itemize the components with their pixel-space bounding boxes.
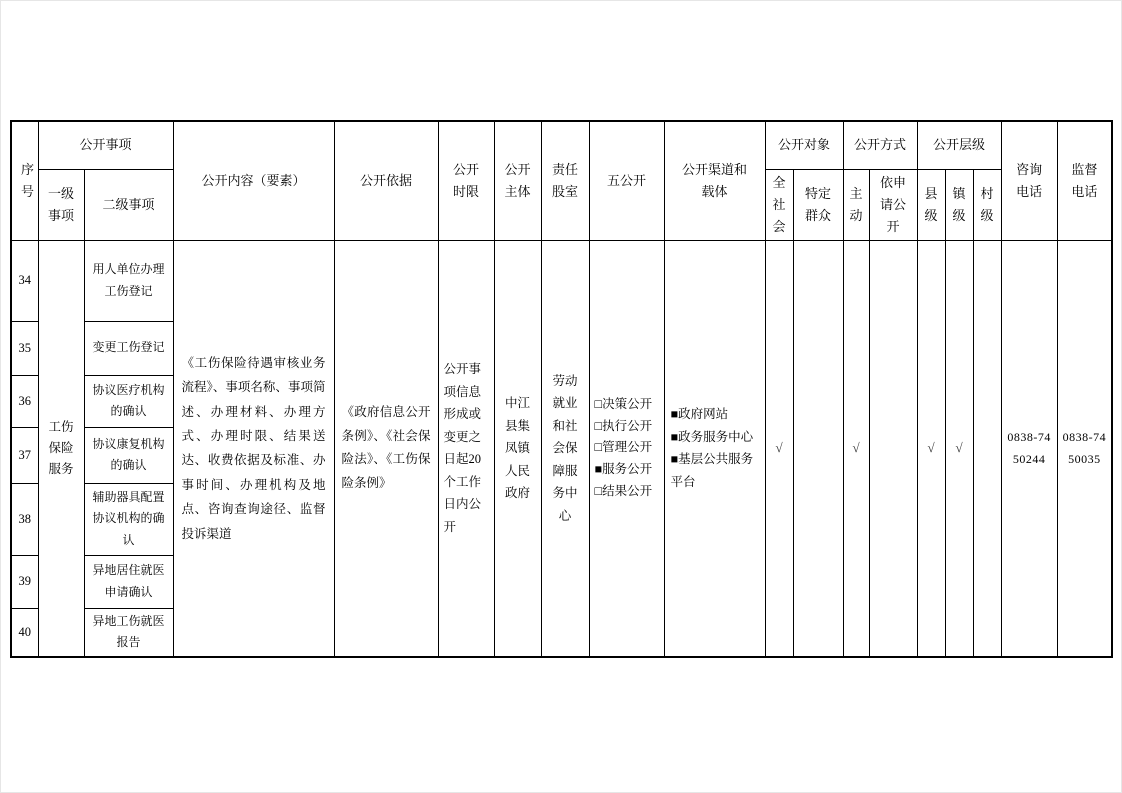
cell-level2-item: 协议医疗机构的确认	[84, 375, 173, 427]
cell-level2-item: 异地居住就医申请确认	[84, 555, 173, 608]
five-open-item: ■服务公开	[594, 462, 653, 477]
cell-level2-item: 用人单位办理工伤登记	[84, 240, 173, 321]
cell-level2-item: 变更工伤登记	[84, 321, 173, 375]
header-target-specific: 特定群众	[793, 169, 843, 240]
channel-item: ■基层公共服务平台	[670, 452, 754, 489]
cell-seq: 34	[11, 240, 38, 321]
header-public-matters: 公开事项	[38, 121, 173, 169]
check-level-village	[973, 240, 1001, 657]
cell-channels	[664, 240, 765, 657]
cell-seq: 39	[11, 555, 38, 608]
five-open-item: □结果公开	[594, 484, 653, 499]
header-target-all: 全社会	[765, 169, 793, 240]
check-level-county: √	[917, 240, 945, 657]
header-target-group: 公开对象	[765, 121, 843, 169]
cell-dept: 劳动就业和社会保障服务中心	[541, 240, 589, 657]
cell-content: 《工伤保险待遇审核业务流程》、事项名称、事项简述、办理材料、办理方式、办理时限、结果送达、收费依据及标准、办事时间、办理机构及地点、咨询查询途径、监督投诉渠道	[173, 240, 334, 657]
header-dept: 责任股室	[541, 121, 589, 240]
check-mode-on-request	[869, 240, 917, 657]
header-five-open: 五公开	[589, 121, 664, 240]
cell-seq: 40	[11, 608, 38, 657]
cell-subject: 中江县集凤镇人民政府	[494, 240, 541, 657]
cell-consult-phone: 0838-7450244	[1001, 240, 1057, 657]
cell-level2-item: 异地工伤就医报告	[84, 608, 173, 657]
table-row	[11, 240, 1112, 321]
cell-time-limit: 公开事项信息形成或变更之日起20个工作日内公开	[438, 240, 494, 657]
header-level-village: 村级	[973, 169, 1001, 240]
cell-level1-item: 工伤保险服务	[38, 240, 84, 657]
header-level1: 一级事项	[38, 169, 84, 240]
check-mode-active: √	[843, 240, 869, 657]
cell-supervise-phone: 0838-7450035	[1057, 240, 1112, 657]
five-open-item: □管理公开	[594, 440, 653, 455]
cell-seq: 38	[11, 483, 38, 555]
cell-level2-item: 辅助器具配置协议机构的确认	[84, 483, 173, 555]
disclosure-table	[10, 120, 1113, 658]
header-level2: 二级事项	[84, 169, 173, 240]
header-level-county: 县级	[917, 169, 945, 240]
check-level-town: √	[945, 240, 973, 657]
header-channel: 公开渠道和载体	[664, 121, 765, 240]
header-mode-on-request: 依申请公开	[869, 169, 917, 240]
header-seq: 序号	[11, 121, 38, 240]
header-row-groups	[11, 121, 1112, 169]
header-consult-phone: 咨询电话	[1001, 121, 1057, 240]
check-target-specific	[793, 240, 843, 657]
cell-level2-item: 协议康复机构的确认	[84, 427, 173, 483]
header-basis: 公开依据	[334, 121, 438, 240]
five-open-item: □执行公开	[594, 418, 653, 433]
header-supervise-phone: 监督电话	[1057, 121, 1112, 240]
cell-five-open	[589, 240, 664, 657]
header-level-town: 镇级	[945, 169, 973, 240]
cell-seq: 35	[11, 321, 38, 375]
channel-item: ■政务服务中心	[670, 429, 754, 444]
cell-seq: 36	[11, 375, 38, 427]
check-target-all: √	[765, 240, 793, 657]
header-mode-group: 公开方式	[843, 121, 917, 169]
header-mode-active: 主动	[843, 169, 869, 240]
header-level-group: 公开层级	[917, 121, 1001, 169]
cell-basis: 《政府信息公开条例》、《社会保险法》、《工伤保险条例》	[334, 240, 438, 657]
header-time-limit: 公开时限	[438, 121, 494, 240]
header-subject: 公开主体	[494, 121, 541, 240]
channel-item: ■政府网站	[670, 407, 729, 422]
five-open-item: □决策公开	[594, 396, 653, 411]
cell-seq: 37	[11, 427, 38, 483]
header-content: 公开内容（要素）	[173, 121, 334, 240]
